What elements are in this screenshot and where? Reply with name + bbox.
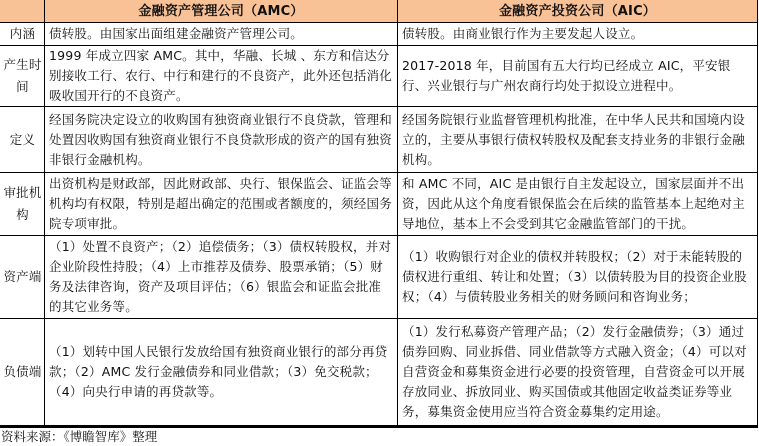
- cell-amc: 经国务院决定设立的收购国有独资商业银行不良贷款，管理和处置因收购国有独资商业银行不良贷款形成的资产的国有独资非银行金融机构。: [45, 107, 398, 173]
- row-label: 资产端: [1, 236, 45, 319]
- table-header-row: [1, 1, 758, 23]
- table-row-asset-side: [1, 236, 758, 319]
- cell-aic: 经国务院银行业监督管理机构批准，在中华人民共和国境内设立的，主要从事银行债权转股权及配套支持业务的非银行金融机构。: [398, 107, 758, 173]
- row-label: 产生时间: [1, 46, 45, 107]
- cell-aic: 和 AMC 不同，AIC 是由银行自主发起设立，国家层面并不出资，因此从这个角度看银保监会在后续的监管基本上起绝对主导地位，基本上不会受到其它金融监管部门的干扰。: [398, 173, 758, 236]
- table-row-liability-side: [1, 319, 758, 427]
- table-row-definition: [1, 107, 758, 173]
- cell-aic: （1）发行私募资产管理产品；（2）发行金融债券；（3）通过债券回购、同业拆借、同业借款等方式融入资金；（4）可以对自营资金和募集资金进行必要的投资管理，自营资金可以开展存放同业、拆放同业、购买国债或其他固定收益类证券等业务，募集资金使用应当符合资金募集约定用途。: [398, 319, 758, 427]
- row-label: 内涵: [1, 23, 45, 46]
- row-label: 定义: [1, 107, 45, 173]
- cell-aic: （1）收购银行对企业的债权并转股权；（2）对于未能转股的债权进行重组、转让和处置；（3）以债转股为目的投资企业股权；（4）与债转股业务相关的财务顾问和咨询业务；: [398, 236, 758, 319]
- cell-aic: 2017-2018 年，目前国有五大行均已经成立 AIC，平安银行、兴业银行与广州农商行均处于拟设立进程中。: [398, 46, 758, 107]
- cell-amc: （1）处置不良资产；（2）追偿债务；（3）债权转股权，并对企业阶段性持股；（4）上市推荐及债券、股票承销；（5）财务及法律咨询，资产及项目评估；（6）银监会和证监会批准的其它业务等。: [45, 236, 398, 319]
- cell-amc: 1999 年成立四家 AMC。其中，华融、长城 、东方和信达分别接收工行、农行、中行和建行的不良资产，此外还包括消化吸收国开行的不良资产。: [45, 46, 398, 107]
- cell-amc: 出资机构是财政部，因此财政部、央行、银保监会、证监会等机构均有权限，特别是超出确定的范围或者额度的，须经国务院专项审批。: [45, 173, 398, 236]
- cell-aic: 债转股。由商业银行作为主要发起人设立。: [398, 23, 758, 46]
- cell-amc: （1）划转中国人民银行发放给国有独资商业银行的部分再贷款；（2）AMC 发行金融债券和同业借款；（3）免交税款；（4）向央行申请的再贷款等。: [45, 319, 398, 427]
- header-amc: 金融资产管理公司（AMC）: [45, 1, 398, 23]
- cell-amc: 债转股。由国家出面组建金融资产管理公司。: [45, 23, 398, 46]
- row-label: 负债端: [1, 319, 45, 427]
- header-corner: [1, 1, 45, 23]
- source-caption: 资料来源：《博瞻智库》整理: [1, 429, 158, 444]
- header-aic: 金融资产投资公司（AIC）: [398, 1, 758, 23]
- table-row-origin-time: [1, 46, 758, 107]
- table-row-neihan: [1, 23, 758, 46]
- table-row-approval-authority: [1, 173, 758, 236]
- row-label: 审批机构: [1, 173, 45, 236]
